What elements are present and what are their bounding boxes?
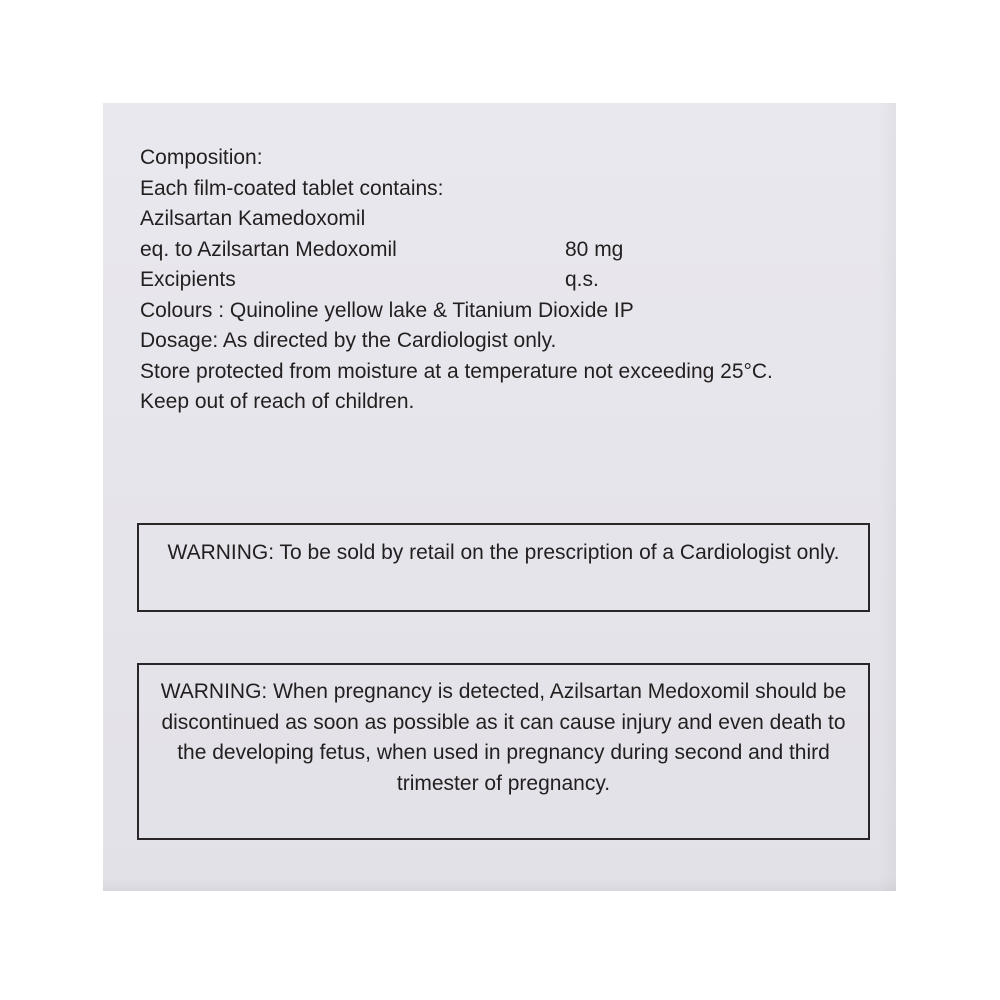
- pregnancy-warning-box: [137, 663, 870, 840]
- pregnancy-warning-text: WARNING: When pregnancy is detected, Azilsartan Medoxomil should be discontinued as soon as possible as it can cause injury and even death to the developing fetus, when used in pregnancy during second and third trimester of pregnancy.: [160, 680, 847, 795]
- composition-section: [140, 143, 880, 418]
- carton-bottom-shade: [103, 877, 896, 891]
- carton-edge-shade: [878, 103, 896, 891]
- dosage-line: Dosage: As directed by the Cardiologist only.: [140, 329, 557, 352]
- retail-warning-box: [137, 523, 870, 612]
- excipients-row: [140, 265, 880, 296]
- tablet-contents-intro: Each film-coated tablet contains:: [140, 176, 444, 200]
- equivalent-row: [140, 235, 880, 266]
- composition-heading: Composition:: [140, 146, 263, 169]
- carton-panel: [103, 103, 896, 891]
- colours-line: Colours : Quinoline yellow lake & Titanium Dioxide IP: [140, 298, 634, 322]
- excipients-name: Excipients: [140, 268, 236, 291]
- keep-away-line: Keep out of reach of children.: [140, 390, 415, 413]
- storage-line: Store protected from moisture at a temperature not exceeding 25°C.: [140, 359, 773, 383]
- equivalent-amount: 80 mg: [565, 237, 624, 261]
- equivalent-name: eq. to Azilsartan Medoxomil: [140, 237, 397, 261]
- excipients-amount: q.s.: [565, 268, 599, 291]
- active-ingredient: Azilsartan Kamedoxomil: [140, 207, 366, 230]
- retail-warning-text: WARNING: To be sold by retail on the prescription of a Cardiologist only.: [167, 541, 840, 564]
